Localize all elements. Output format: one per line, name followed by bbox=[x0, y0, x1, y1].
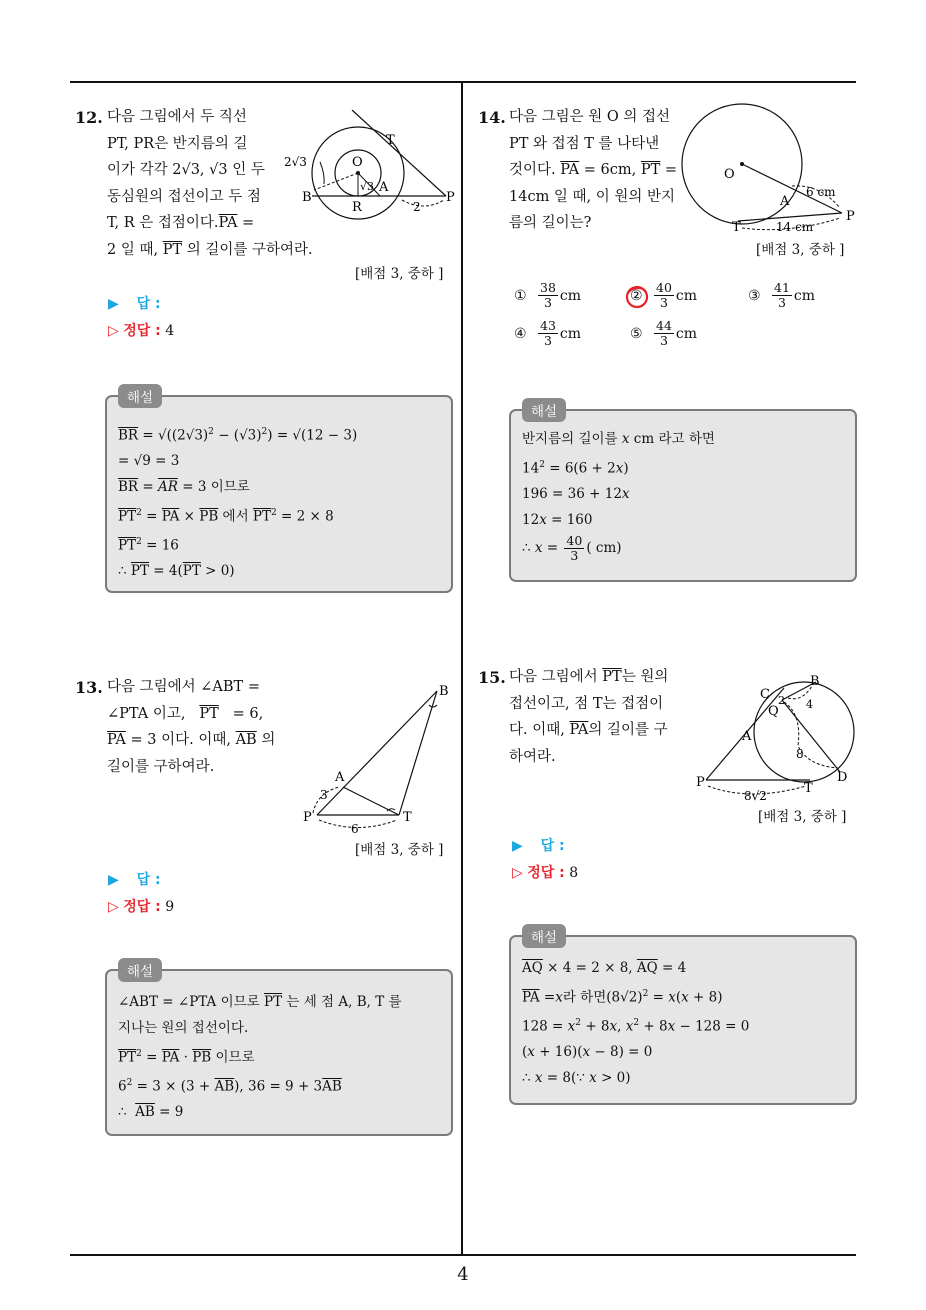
q12-explanation-tag: 해설 bbox=[118, 384, 162, 408]
q12-label-p: P bbox=[446, 190, 455, 205]
q15-explanation-tag: 해설 bbox=[522, 924, 566, 948]
q15-label-2: 2 bbox=[778, 694, 785, 707]
q14-number: 14. bbox=[478, 108, 506, 127]
q15-label-4: 4 bbox=[806, 698, 813, 711]
q12-arrow bbox=[320, 162, 324, 184]
q12-label-b: B bbox=[302, 190, 312, 205]
q12-label-2: 2 bbox=[413, 200, 421, 214]
q14-label-a: A bbox=[780, 194, 790, 209]
q12-label-root3: √3 bbox=[360, 180, 375, 193]
q15-arc-4 bbox=[788, 686, 812, 699]
q14-choice-3[interactable]: ③ $\frac{41}{3}$ cm bbox=[748, 280, 816, 310]
q12-correct-row: ▷ 정답 : 4 bbox=[108, 323, 175, 339]
q15-label-p: P bbox=[696, 775, 705, 790]
q14-label-6cm: 6 cm bbox=[806, 185, 836, 199]
q13-correct-triangle-icon: ▷ bbox=[108, 899, 119, 915]
q12-figure bbox=[280, 100, 460, 220]
q13-label-p: P bbox=[303, 810, 312, 825]
q13-line-pb bbox=[317, 691, 437, 815]
q14-figure bbox=[680, 100, 865, 235]
q14-choice-4[interactable]: ④ $\frac{43}{3}$ cm bbox=[514, 318, 582, 348]
q15-correct-triangle-icon: ▷ bbox=[512, 865, 523, 881]
q12-label-t: T bbox=[386, 133, 395, 148]
q15-label-t: T bbox=[804, 781, 813, 796]
q12-text: 다음 그림에서 두 직선 PT, PR은 반지름의 길 이가 각각 2√3, √3 인 두 동심원의 접선이고 두 점 T, R 은 접점이다$.\overline{PA}$ = 2 일 때, $\overline{PT}$ 의 길이를 구하여라. bbox=[107, 109, 313, 258]
q14-solution: 반지름의 길이를 x cm 라고 하면 $14^2 = 6(6 + 2x)$ 196 = 36 + 12x 12x = 160 ∴ x = $\frac{40}{3}$ ( cm) bbox=[522, 431, 715, 563]
q12-label-a: A bbox=[379, 180, 389, 195]
q15-solution: $\overline{AQ} \times 4 = 2 \times 8$, $\overline{AQ} = 4$ $\overline{PA} =x$라 하면$(8√2)^2 = x(x + 8)$ $128 = x^2 + 8x$, $x^2 + 8x - 128 = 0$ (x + 16)(x − 8) = 0 ∴ x = 8(∵ x > 0) bbox=[522, 960, 750, 1087]
q15-label-q: Q bbox=[768, 704, 779, 719]
q12-label-o: O bbox=[352, 155, 363, 170]
q15-label-c: C bbox=[760, 687, 770, 702]
q13-line-at bbox=[343, 787, 399, 815]
q15-text: 다음 그림에서 $\overline{PT}$는 원의 접선이고, 점 T는 접점이 다. 이때, $\overline{PA}$의 길이를 구 하여라. bbox=[509, 669, 669, 765]
q14-choice-5[interactable]: ⑤ $\frac{44}{3}$ cm bbox=[630, 318, 698, 348]
selected-circle-mark-icon bbox=[625, 284, 651, 310]
q14-choice-1[interactable]: ① $\frac{38}{3}$ cm bbox=[514, 280, 582, 310]
q15-answer-triangle-icon: ▶ bbox=[512, 838, 523, 854]
q15-label-8root2: 8√2 bbox=[744, 789, 767, 803]
q13-label-b: B bbox=[439, 684, 449, 699]
q12-correct-triangle-icon: ▷ bbox=[108, 323, 119, 339]
q13-explanation-tag: 해설 bbox=[118, 958, 162, 982]
q13-correct-row: ▷ 정답 : 9 bbox=[108, 899, 175, 915]
q13-text: 다음 그림에서 ∠ABT = ∠PTA 이고, $\overline{PT}$ = 6, $\overline{PA} = 3$ 이다. 이때, $\overline{AB}$ 의 길이를 구하여라. bbox=[107, 679, 276, 775]
q13-figure bbox=[295, 675, 460, 840]
q14-choice-2[interactable]: ② $\frac{40}{3}$ cm bbox=[630, 281, 697, 310]
q14-explanation-tag: 해설 bbox=[522, 398, 566, 422]
q15-label-a: A bbox=[742, 729, 752, 744]
q14-score: [배점 3, 중하 ] bbox=[756, 242, 845, 258]
q15-figure bbox=[692, 668, 867, 808]
q14-label-p: P bbox=[846, 209, 855, 224]
q14-center-dot bbox=[740, 162, 744, 166]
q14-label-14cm: 14 cm bbox=[776, 220, 814, 234]
q12-center-dot bbox=[356, 171, 360, 175]
bottom-rule bbox=[70, 1254, 856, 1256]
q13-answer-row: ▶ 답 : bbox=[108, 872, 161, 888]
q15-score: [배점 3, 중하 ] bbox=[758, 809, 847, 825]
q15-label-b: B bbox=[810, 674, 820, 689]
q15-correct-row: ▷ 정답 : 8 bbox=[512, 865, 579, 881]
q15-label-d: D bbox=[837, 770, 848, 785]
q12-answer-row: ▶ 답 : bbox=[108, 296, 161, 312]
q13-answer-triangle-icon: ▶ bbox=[108, 872, 119, 888]
page-number: 4 bbox=[457, 1264, 469, 1285]
q13-score: [배점 3, 중하 ] bbox=[355, 842, 444, 858]
q15-number: 15. bbox=[478, 668, 506, 687]
q13-label-t: T bbox=[403, 810, 412, 825]
column-divider bbox=[461, 83, 463, 1255]
q13-label-3: 3 bbox=[320, 788, 328, 802]
q14-label-o: O bbox=[724, 167, 735, 182]
q13-line-tb bbox=[399, 691, 437, 815]
q12-label-r: R bbox=[352, 200, 362, 215]
q13-label-6: 6 bbox=[351, 822, 359, 836]
q12-arc-2 bbox=[402, 200, 444, 206]
q12-answer-triangle-icon: ▶ bbox=[108, 296, 119, 312]
q13-solution: ∠ABT = ∠PTA 이므로 $\overline{PT}$ 는 세 점 A, B, T 를 지나는 원의 접선이다. $\overline{PT}^2 = \overline{PA} \cdot \overline{PB}$ 이므로 $6^2 = 3 \times (3 + \overline{AB})$, $36 = 9 + 3\overline{AB}$ ∴ $\overline{AB} = 9$ bbox=[118, 994, 402, 1121]
q13-number: 13. bbox=[75, 678, 103, 697]
q12-label-2root3: 2√3 bbox=[284, 155, 307, 169]
q12-number: 12. bbox=[75, 108, 103, 127]
q13-label-a: A bbox=[335, 770, 345, 785]
q14-label-t: T bbox=[732, 220, 741, 235]
q14-text: 다음 그림은 원 O 의 접선 PT 와 접점 T 를 나타낸 것이다. $\overline{PA} = 6cm$, $\overline{PT}$ = 14cm 일 때, 이 원의 반지 름의 길이는? bbox=[509, 109, 678, 231]
q15-answer-row: ▶ 답 : bbox=[512, 838, 565, 854]
q12-solution: $\overline{BR} = √((2√3)^2 - (√3)^2) = √(12 - 3)$ = √9 = 3 $\overline{BR} = \overline{AR} = 3$ 이므로 $\overline{PT}^2 = \overline{PA} \times \overline{PB}$ 에서 $\overline{PT}^2 = 2 \times 8$ $\overline{PT}^2 = 16$ ∴ $\overline{PT} = 4(\overline{PT} > 0)$ bbox=[118, 427, 358, 580]
top-rule bbox=[70, 81, 856, 83]
q12-score: [배점 3, 중하 ] bbox=[355, 266, 444, 282]
q15-label-8: 8 bbox=[796, 747, 804, 761]
